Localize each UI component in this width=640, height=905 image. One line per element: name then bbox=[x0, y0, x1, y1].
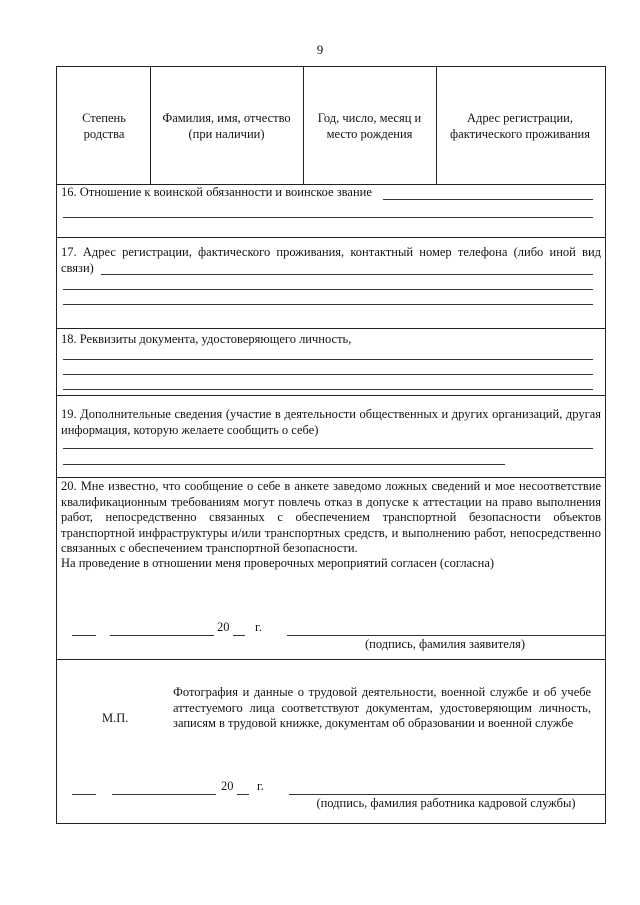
section-17-fill-line bbox=[101, 274, 593, 275]
section-17-label: 17. Адрес регистрации, фактического проживания, контактный номер телефона (либо иной вид связи) bbox=[61, 245, 601, 275]
applicant-signature-line bbox=[287, 635, 605, 636]
year-blank bbox=[233, 635, 245, 636]
section-divider bbox=[56, 659, 606, 660]
section-divider bbox=[56, 395, 606, 396]
header-address bbox=[440, 67, 600, 184]
section-19-fill-line bbox=[63, 464, 505, 465]
questionnaire-form bbox=[56, 66, 606, 824]
section-18-label: 18. Реквизиты документа, удостоверяющего личность, bbox=[61, 332, 352, 346]
day-blank bbox=[72, 794, 96, 795]
section-20-consent: На проведение в отношении меня проверочных мероприятий согласен (согласна) bbox=[61, 556, 495, 570]
year-prefix: 20 bbox=[217, 620, 230, 634]
year-suffix: г. bbox=[255, 620, 262, 634]
header-birth-text: Год, число, месяц и место рождения bbox=[317, 110, 422, 141]
hr-signature-line bbox=[289, 794, 605, 795]
header-address-text: Адрес регистрации, фактического проживания bbox=[450, 110, 590, 141]
day-blank bbox=[72, 635, 96, 636]
section-20-declaration: 20. Мне известно, что сообщение о себе в анкете заведомо ложных сведений и мое несоответствие квалификационным требованиям могут повлечь отказ в допуске к аттестации на право выполнения работ, непосредственно связанных с обеспечением транспортной безопасности объектов транспортной инфраструктуры и/или транспортных средств, и выполнению работ, непосредственно связанных с обеспечением транспортной безопасности. bbox=[61, 479, 601, 555]
section-18-fill-line bbox=[63, 359, 593, 360]
column-divider bbox=[150, 66, 151, 184]
section-16-label: 16. Отношение к воинской обязанности и воинское звание bbox=[61, 185, 372, 199]
hr-signature-caption: (подпись, фамилия работника кадровой службы) bbox=[316, 796, 576, 810]
header-full-name bbox=[154, 67, 299, 184]
year-blank bbox=[237, 794, 249, 795]
month-blank bbox=[112, 794, 216, 795]
applicant-signature-caption: (подпись, фамилия заявителя) bbox=[364, 637, 526, 651]
section-19-fill-line bbox=[63, 448, 593, 449]
section-19-label: 19. Дополнительные сведения (участие в деятельности общественных и других организаций, другая информация, которую желаете сообщить о себе) bbox=[61, 407, 601, 437]
column-divider bbox=[303, 66, 304, 184]
header-kinship-text: Степень родства bbox=[82, 110, 126, 141]
month-blank bbox=[110, 635, 214, 636]
header-kinship bbox=[63, 67, 145, 184]
page-number: 9 bbox=[316, 42, 324, 57]
section-divider bbox=[56, 477, 606, 478]
section-17-fill-line bbox=[63, 289, 593, 290]
section-divider bbox=[56, 328, 606, 329]
section-18-fill-line bbox=[63, 389, 593, 390]
stamp-label: М.П. bbox=[102, 711, 129, 725]
section-divider bbox=[56, 237, 606, 238]
header-birth bbox=[307, 67, 432, 184]
photo-verification-note: Фотография и данные о трудовой деятельности, военной службе и об учебе аттестуемого лица соответствуют документам, удостоверяющим личность, записям в трудовой книжке, документам об образовании и военной службе bbox=[173, 685, 591, 730]
column-divider bbox=[436, 66, 437, 184]
section-16-fill-line bbox=[63, 217, 593, 218]
year-prefix: 20 bbox=[221, 779, 234, 793]
year-suffix: г. bbox=[257, 779, 264, 793]
section-18-fill-line bbox=[63, 374, 593, 375]
section-16-fill-line bbox=[383, 199, 593, 200]
section-17-fill-line bbox=[63, 304, 593, 305]
header-full-name-text: Фамилия, имя, отчество (при наличии) bbox=[162, 110, 291, 141]
